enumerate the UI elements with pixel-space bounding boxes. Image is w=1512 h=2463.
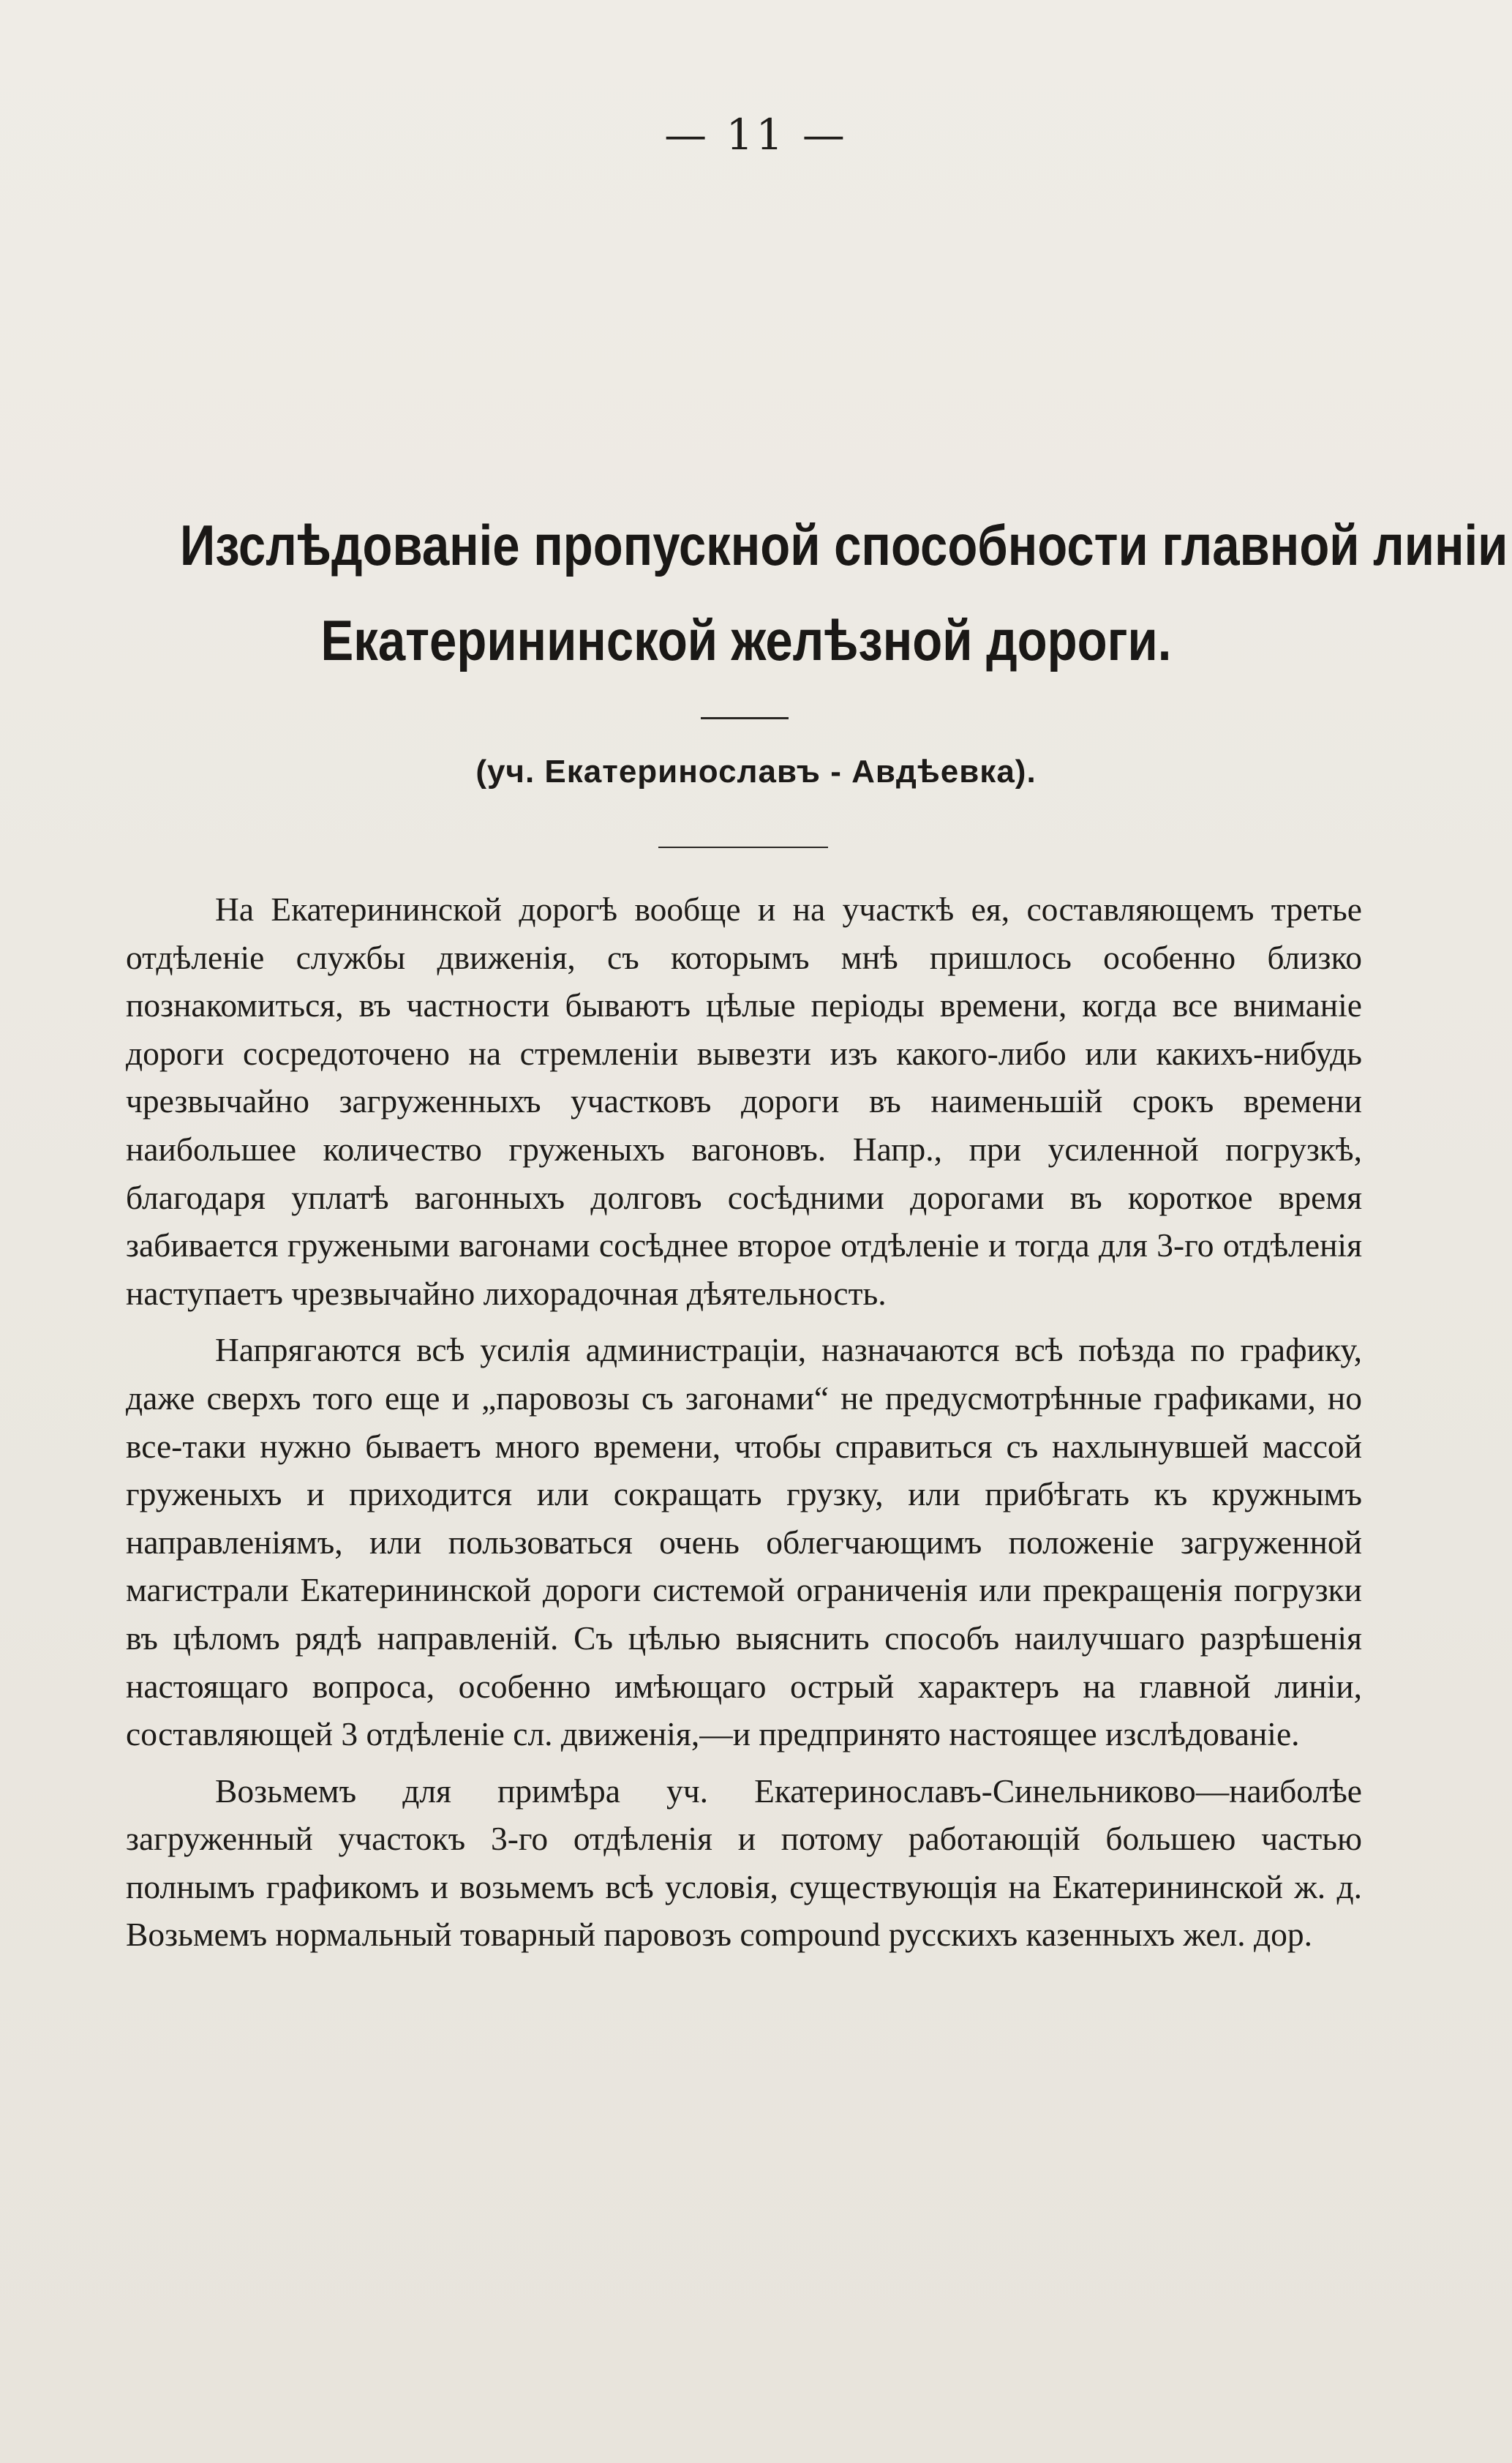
- subtitle-divider: [658, 847, 828, 848]
- title-line-2: Екатерининской желѣзной дороги.: [320, 608, 1172, 672]
- body-text: [126, 885, 1362, 1968]
- paragraph-1: На Екатерининской дорогѣ вообще и на участкѣ ея, составляющемъ третье отдѣленіе службы движенія, съ которымъ мнѣ пришлось особенно близко познакомиться, въ частности бываютъ цѣлые періоды времени, когда все вниманіе дороги сосредоточено на стремленіи вывезти изъ какого-либо или какихъ-нибудь чрезвычайно загруженныхъ участковъ дороги въ наименьшій срокъ времени наибольшее количество груженыхъ вагоновъ. Напр., при усиленной погрузкѣ, благодаря уплатѣ вагонныхъ долговъ сосѣдними дорогами въ короткое время забивается гружеными вагонами сосѣднее второе отдѣленіе и тогда для 3-го отдѣленія наступаетъ чрезвычайно лихорадочная дѣятельность.: [126, 891, 1362, 1312]
- title-divider: [701, 717, 789, 719]
- paragraph-2: Напрягаются всѣ усилія администраціи, назначаются всѣ поѣзда по графику, даже сверхъ того еще и „паровозы съ загонами“ не предусмотрѣнные графиками, но все-таки нужно бываетъ много времени, чтобы справиться съ нахлынувшей массой груженыхъ и приходится или сокращать грузку, или прибѣгать къ кружнымъ направленіямъ, или пользоваться очень облегчающимъ положеніе загруженной магистрали Екатерининской дороги системой ограниченія или прекращенія погрузки въ цѣломъ рядѣ направленій. Съ цѣлью выяснить способъ наилучшаго разрѣшенія настоящаго вопроса, особенно имѣющаго острый характеръ на главной линіи, составляющей 3 отдѣленіе сл. движенія,—и предпринято настоящее изслѣдованіе.: [126, 1331, 1362, 1753]
- document-title: [180, 498, 1508, 688]
- document-subtitle: (уч. Екатеринославъ - Авдѣевка).: [475, 754, 1037, 790]
- page-number: — 11 —: [664, 110, 848, 160]
- title-line-1: Изслѣдованіе пропускной способности главной линіи: [180, 513, 1508, 577]
- paragraph-3: Возьмемъ для примѣра уч. Екатеринославъ-Синельниково—наиболѣе загруженный участокъ 3-го отдѣленія и потому работающій большею частью полнымъ графикомъ и возьмемъ всѣ условія, существующія на Екатерининской ж. д. Возьмемъ нормальный товарный паровозъ compound русскихъ казенныхъ жел. дор.: [126, 1772, 1362, 1954]
